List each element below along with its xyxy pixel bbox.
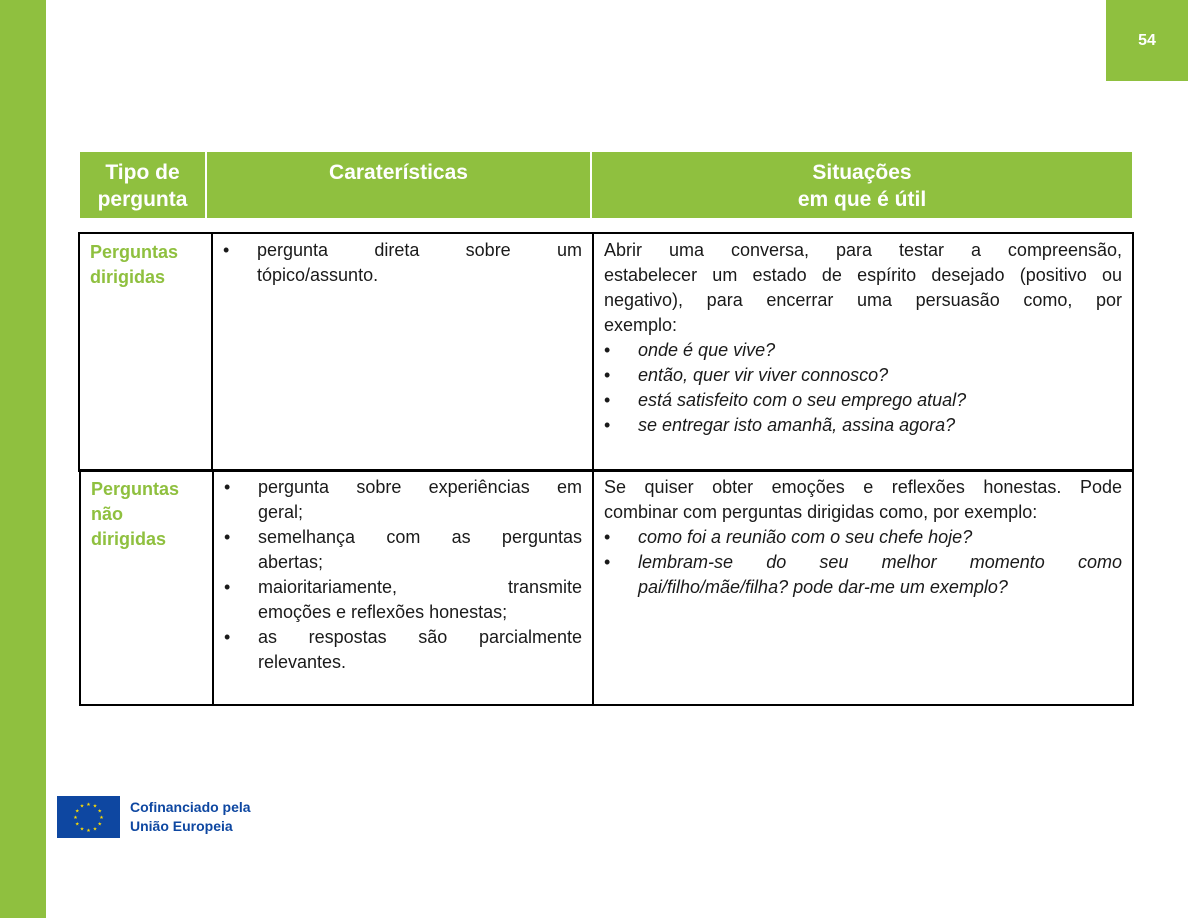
star-icon: ★ <box>79 803 85 810</box>
left-accent-bar <box>0 0 46 918</box>
example-line: está satisfeito com o seu emprego atual? <box>638 390 967 410</box>
star-icon: ★ <box>74 821 80 828</box>
bullet-icon: • <box>604 390 611 410</box>
item-line: tópico/assunto. <box>257 265 379 285</box>
eu-line: União Europeia <box>130 818 233 834</box>
star-icon: ★ <box>73 815 78 821</box>
characteristic-item <box>224 525 582 575</box>
star-icon: ★ <box>86 802 91 808</box>
bullet-icon: • <box>604 340 611 360</box>
bullet-icon: • <box>223 240 230 260</box>
eu-cofunding-label <box>130 798 251 836</box>
header-caracteristicas <box>207 152 590 218</box>
situation-line: negativo), para encerrar uma persuasão como, por <box>604 290 1122 310</box>
star-icon: ★ <box>86 828 91 834</box>
situations-cell <box>592 471 1132 704</box>
example-item <box>604 388 1122 413</box>
characteristics-cell <box>212 471 592 704</box>
type-cell <box>81 471 212 704</box>
table-row <box>79 469 1134 706</box>
characteristic-item <box>223 238 582 288</box>
type-label: dirigidas <box>91 529 167 549</box>
type-label: não <box>91 504 124 524</box>
type-cell <box>80 234 211 470</box>
header-line: Tipo de <box>105 161 180 184</box>
table-row <box>78 232 1134 472</box>
characteristic-item <box>224 625 582 675</box>
star-icon: ★ <box>92 826 98 833</box>
bullet-icon: • <box>604 415 611 435</box>
example-line: se entregar isto amanhã, assina agora? <box>638 415 956 435</box>
situation-line: Abrir uma conversa, para testar a compreensão, <box>604 240 1122 260</box>
page-number: 54 <box>1106 0 1188 81</box>
bullet-icon: • <box>224 577 231 597</box>
item-line: emoções e reflexões honestas; <box>258 602 508 622</box>
example-line: lembram-se do seu melhor momento como <box>638 552 1122 572</box>
star-icon: ★ <box>97 808 103 815</box>
bullet-icon: • <box>224 627 231 647</box>
bullet-icon: • <box>604 365 611 385</box>
example-item <box>604 525 1122 550</box>
star-icon: ★ <box>99 815 104 821</box>
item-line: geral; <box>258 502 304 522</box>
characteristic-item <box>224 575 582 625</box>
header-line: Caraterísticas <box>329 161 468 184</box>
bullet-icon: • <box>224 477 231 497</box>
bullet-icon: • <box>604 527 611 547</box>
star-icon: ★ <box>92 803 98 810</box>
type-label: dirigidas <box>90 267 166 287</box>
type-label: Perguntas <box>90 242 179 262</box>
bullet-icon: • <box>604 552 611 572</box>
item-line: semelhança com as perguntas <box>258 527 582 547</box>
item-line: relevantes. <box>258 652 347 672</box>
example-line: onde é que vive? <box>638 340 776 360</box>
header-line: pergunta <box>97 188 188 211</box>
header-situacoes <box>592 152 1132 218</box>
item-line: pergunta direta sobre um <box>257 240 582 260</box>
example-item <box>604 550 1122 600</box>
situation-line: estabelecer um estado de espírito desejado (positivo ou <box>604 265 1122 285</box>
star-icon: ★ <box>97 821 103 828</box>
example-line: pai/filho/mãe/filha? pode dar-me um exemplo? <box>638 577 1008 597</box>
eu-stars <box>57 796 120 838</box>
situations-cell <box>592 234 1132 470</box>
eu-line: Cofinanciado pela <box>130 799 251 815</box>
item-line: maioritariamente, transmite <box>258 577 582 597</box>
situation-line: exemplo: <box>604 315 678 335</box>
example-item <box>604 338 1122 363</box>
header-tipo-de-pergunta <box>80 152 205 218</box>
example-item <box>604 413 1122 438</box>
item-line: abertas; <box>258 552 324 572</box>
characteristics-cell <box>211 234 592 470</box>
eu-flag-icon <box>57 796 120 838</box>
header-line: Situações <box>812 161 912 184</box>
bullet-icon: • <box>224 527 231 547</box>
item-line: as respostas são parcialmente <box>258 627 582 647</box>
type-label: Perguntas <box>91 479 180 499</box>
situation-line: Se quiser obter emoções e reflexões honestas. Pode <box>604 477 1122 497</box>
header-line: em que é útil <box>797 188 927 211</box>
example-line: como foi a reunião com o seu chefe hoje? <box>638 527 973 547</box>
characteristic-item <box>224 475 582 525</box>
situation-line: combinar com perguntas dirigidas como, por exemplo: <box>604 502 1038 522</box>
star-icon: ★ <box>79 826 85 833</box>
item-line: pergunta sobre experiências em <box>258 477 582 497</box>
star-icon: ★ <box>74 808 80 815</box>
example-line: então, quer vir viver connosco? <box>638 365 889 385</box>
example-item <box>604 363 1122 388</box>
